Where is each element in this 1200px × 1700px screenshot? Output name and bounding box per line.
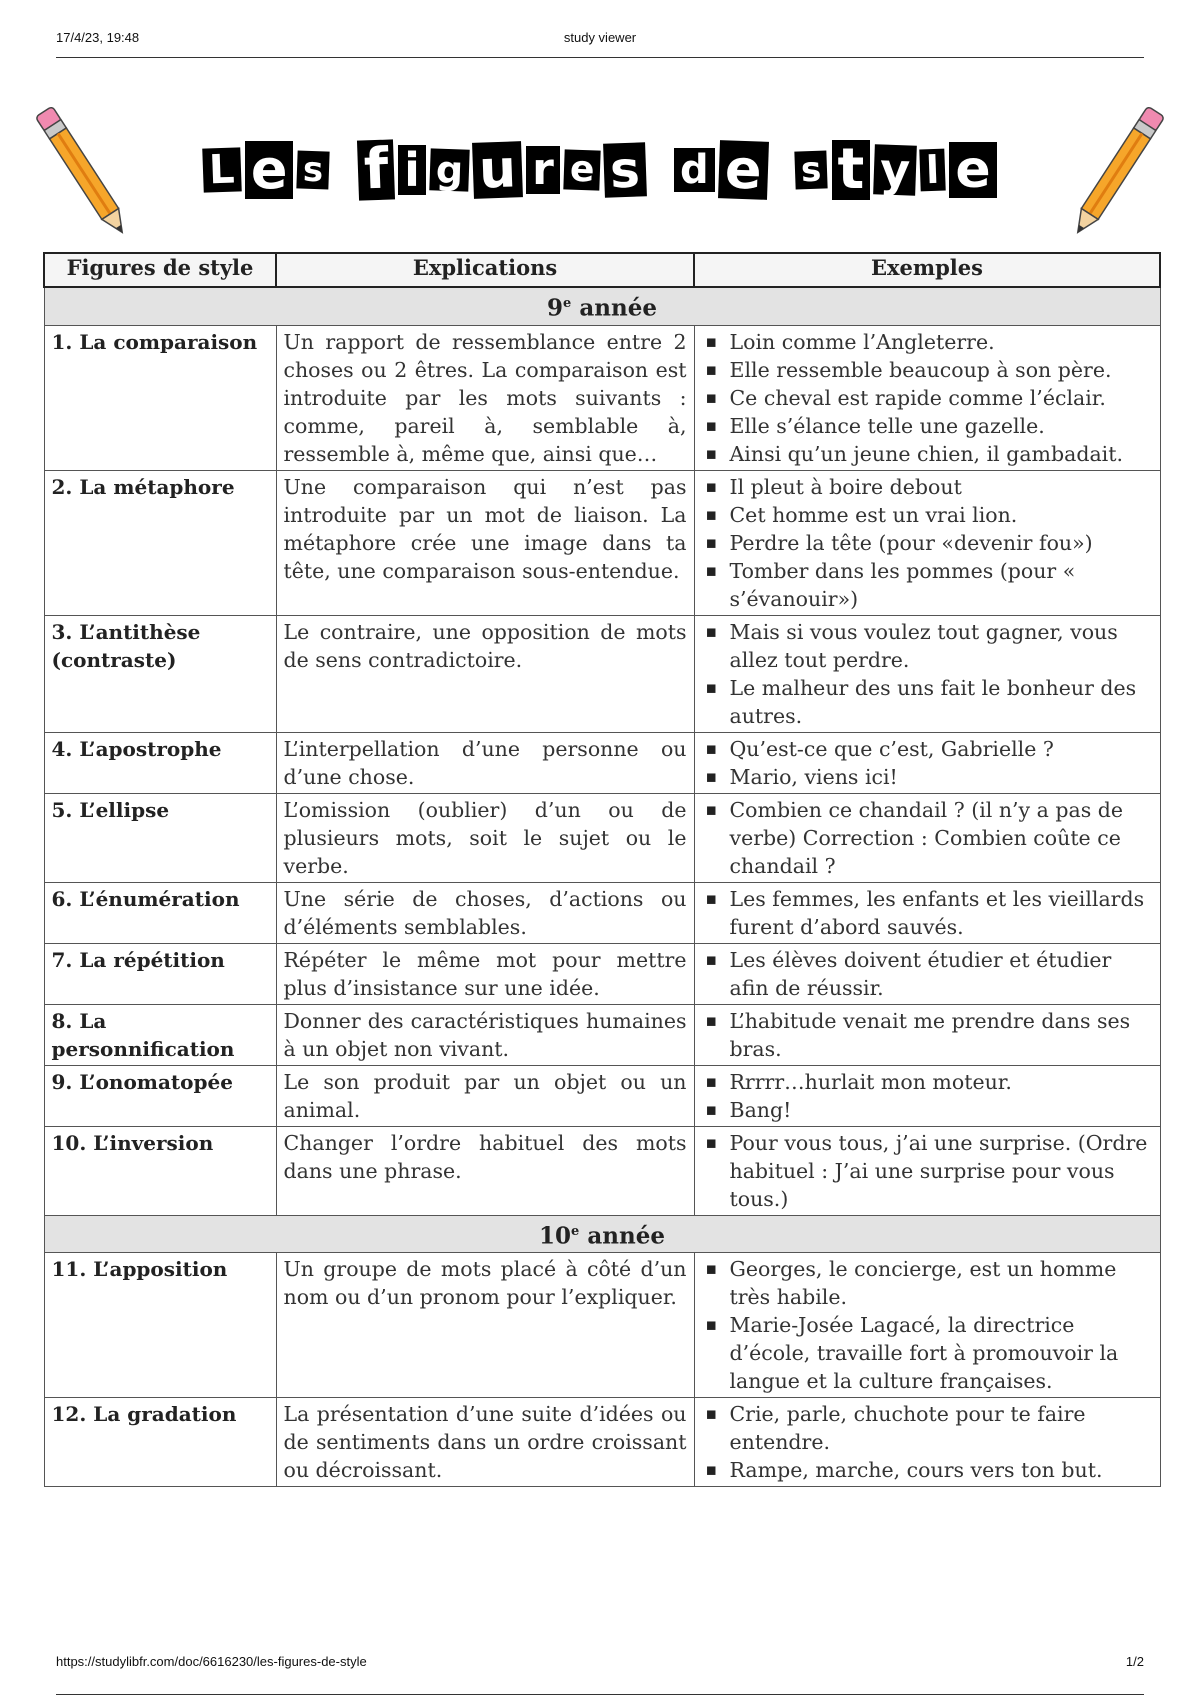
- year-ordinal: e: [563, 296, 572, 311]
- table-row: [44, 470, 1160, 615]
- figure-name: 1. La comparaison: [44, 325, 276, 470]
- table-row: [44, 615, 1160, 732]
- figure-explanation: Répéter le même mot pour mettre plus d’insistance sur une idée.: [276, 943, 694, 1004]
- title-word: s t y l e: [793, 140, 998, 200]
- figure-explanation: Changer l’ordre habituel des mots dans une phrase.: [276, 1126, 694, 1215]
- figure-examples: [694, 943, 1160, 1004]
- example-item: ▪ Combien ce chandail ? (il n’y a pas de verbe) Correction : Combien coûte ce chandail ?: [730, 796, 1153, 880]
- examples-list: [702, 735, 1153, 791]
- example-item: ▪ Elle ressemble beaucoup à son père.: [730, 356, 1153, 384]
- examples-list: [702, 328, 1153, 468]
- figure-explanation: Donner des caractéristiques humaines à un objet non vivant.: [276, 1004, 694, 1065]
- year-label: [44, 287, 1160, 325]
- table-row: [44, 1004, 1160, 1065]
- year-word: année: [587, 1222, 665, 1250]
- print-app-title: study viewer: [563, 30, 637, 45]
- figure-explanation: Une série de choses, d’actions ou d’éléments semblables.: [276, 882, 694, 943]
- browser-print-header: [56, 30, 1144, 52]
- figure-name: 3. L’antithèse (contraste): [44, 615, 276, 732]
- figure-examples: [694, 470, 1160, 615]
- example-item: ▪ Marie-Josée Lagacé, la directrice d’école, travaille fort à promouvoir la langue et la culture françaises.: [730, 1311, 1153, 1395]
- example-item: ▪ Perdre la tête (pour «devenir fou»): [730, 529, 1153, 557]
- example-item: ▪ Georges, le concierge, est un homme très habile.: [730, 1255, 1153, 1311]
- figure-name: 11. L’apposition: [44, 1253, 276, 1398]
- year-ordinal: e: [571, 1223, 580, 1239]
- year-number: 10: [539, 1222, 572, 1250]
- table-row: [44, 1253, 1160, 1398]
- page-title: [0, 136, 1200, 203]
- example-item: ▪ Crie, parle, chuchote pour te faire entendre.: [730, 1400, 1153, 1456]
- examples-list: [702, 1400, 1153, 1484]
- column-header-exemples: Exemples: [694, 253, 1160, 287]
- example-item: ▪ Ainsi qu’un jeune chien, il gambadait.: [730, 440, 1153, 468]
- figure-name: 2. La métaphore: [44, 470, 276, 615]
- figure-explanation: Un rapport de ressemblance entre 2 choses ou 2 êtres. La comparaison est introduite par les mots suivants : comme, pareil à, semblable à, ressemble à, même que, ainsi que…: [276, 325, 694, 470]
- table-header-row: [44, 253, 1160, 287]
- figure-examples: [694, 882, 1160, 943]
- table-row: [44, 793, 1160, 882]
- examples-list: [702, 796, 1153, 880]
- example-item: ▪ L’habitude venait me prendre dans ses bras.: [730, 1007, 1153, 1063]
- figure-explanation: Le contraire, une opposition de mots de sens contradictoire.: [276, 615, 694, 732]
- example-item: ▪ Le malheur des uns fait le bonheur des autres.: [730, 674, 1153, 730]
- figure-explanation: L’interpellation d’une personne ou d’une chose.: [276, 732, 694, 793]
- figure-name: 4. L’apostrophe: [44, 732, 276, 793]
- example-item: ▪ Loin comme l’Angleterre.: [730, 328, 1153, 356]
- figure-examples: [694, 1004, 1160, 1065]
- figure-explanation: Une comparaison qui n’est pas introduite par un mot de liaison. La métaphore crée une image dans ta tête, une comparaison sous-entendue.: [276, 470, 694, 615]
- example-item: ▪ Rrrrr…hurlait mon moteur.: [730, 1068, 1153, 1096]
- table-row: [44, 1398, 1160, 1487]
- table-row: [44, 1065, 1160, 1126]
- example-item: ▪ Mais si vous voulez tout gagner, vous allez tout perdre.: [730, 618, 1153, 674]
- figure-explanation: La présentation d’une suite d’idées ou de sentiments dans un ordre croissant ou décroissant.: [276, 1398, 694, 1487]
- example-item: ▪ Elle s’élance telle une gazelle.: [730, 412, 1153, 440]
- example-item: ▪ Qu’est-ce que c’est, Gabrielle ?: [730, 735, 1153, 763]
- year-section-row: [44, 287, 1160, 325]
- figure-examples: [694, 732, 1160, 793]
- example-item: ▪ Les femmes, les enfants et les vieillards furent d’abord sauvés.: [730, 885, 1153, 941]
- figure-examples: [694, 615, 1160, 732]
- figure-examples: [694, 1253, 1160, 1398]
- examples-list: [702, 473, 1153, 613]
- figure-explanation: L’omission (oublier) d’un ou de plusieurs mots, soit le sujet ou le verbe.: [276, 793, 694, 882]
- footer-divider: [56, 1694, 1144, 1695]
- figure-examples: [694, 793, 1160, 882]
- example-item: ▪ Rampe, marche, cours vers ton but.: [730, 1456, 1153, 1484]
- figure-name: 6. L’énumération: [44, 882, 276, 943]
- figure-name: 9. L’onomatopée: [44, 1065, 276, 1126]
- title-word: L e s: [201, 141, 331, 199]
- title-word: d e: [672, 141, 769, 199]
- year-word: année: [579, 294, 657, 322]
- figure-name: 12. La gradation: [44, 1398, 276, 1487]
- examples-list: [702, 946, 1153, 1002]
- example-item: ▪ Bang!: [730, 1096, 1153, 1124]
- table-row: [44, 943, 1160, 1004]
- examples-list: [702, 618, 1153, 730]
- year-section-row: [44, 1215, 1160, 1253]
- figure-name: 5. L’ellipse: [44, 793, 276, 882]
- figure-examples: [694, 1065, 1160, 1126]
- year-label: [44, 1215, 1160, 1253]
- header-divider: [56, 57, 1144, 58]
- print-datetime: 17/4/23, 19:48: [56, 30, 140, 45]
- title-word: f i g u r e s: [356, 140, 648, 200]
- examples-list: [702, 1007, 1153, 1063]
- column-header-explications: Explications: [276, 253, 694, 287]
- table-row: [44, 1126, 1160, 1215]
- examples-list: [702, 885, 1153, 941]
- page-number: 1/2: [1125, 1654, 1144, 1669]
- print-footer: [56, 1654, 1144, 1669]
- example-item: ▪ Tomber dans les pommes (pour « s’évanouir»): [730, 557, 1153, 613]
- print-url: https://studylibfr.com/doc/6616230/les-figures-de-style: [56, 1654, 367, 1669]
- example-item: ▪ Il pleut à boire debout: [730, 473, 1153, 501]
- figure-explanation: Un groupe de mots placé à côté d’un nom ou d’un pronom pour l’expliquer.: [276, 1253, 694, 1398]
- figure-name: 8. La personnification: [44, 1004, 276, 1065]
- example-item: ▪ Cet homme est un vrai lion.: [730, 501, 1153, 529]
- example-item: ▪ Les élèves doivent étudier et étudier afin de réussir.: [730, 946, 1153, 1002]
- table-row: [44, 325, 1160, 470]
- example-item: ▪ Pour vous tous, j’ai une surprise. (Ordre habituel : J’ai une surprise pour vous tous.): [730, 1129, 1153, 1213]
- figure-name: 7. La répétition: [44, 943, 276, 1004]
- year-number: 9: [547, 294, 564, 322]
- examples-list: [702, 1255, 1153, 1395]
- examples-list: [702, 1129, 1153, 1213]
- figures-table: [43, 252, 1161, 1487]
- figure-explanation: Le son produit par un objet ou un animal.: [276, 1065, 694, 1126]
- table-row: [44, 882, 1160, 943]
- figure-examples: [694, 1126, 1160, 1215]
- examples-list: [702, 1068, 1153, 1124]
- table-row: [44, 732, 1160, 793]
- figure-examples: [694, 1398, 1160, 1487]
- figure-name: 10. L’inversion: [44, 1126, 276, 1215]
- example-item: ▪ Ce cheval est rapide comme l’éclair.: [730, 384, 1153, 412]
- column-header-figures: Figures de style: [44, 253, 276, 287]
- figure-examples: [694, 325, 1160, 470]
- example-item: ▪ Mario, viens ici!: [730, 763, 1153, 791]
